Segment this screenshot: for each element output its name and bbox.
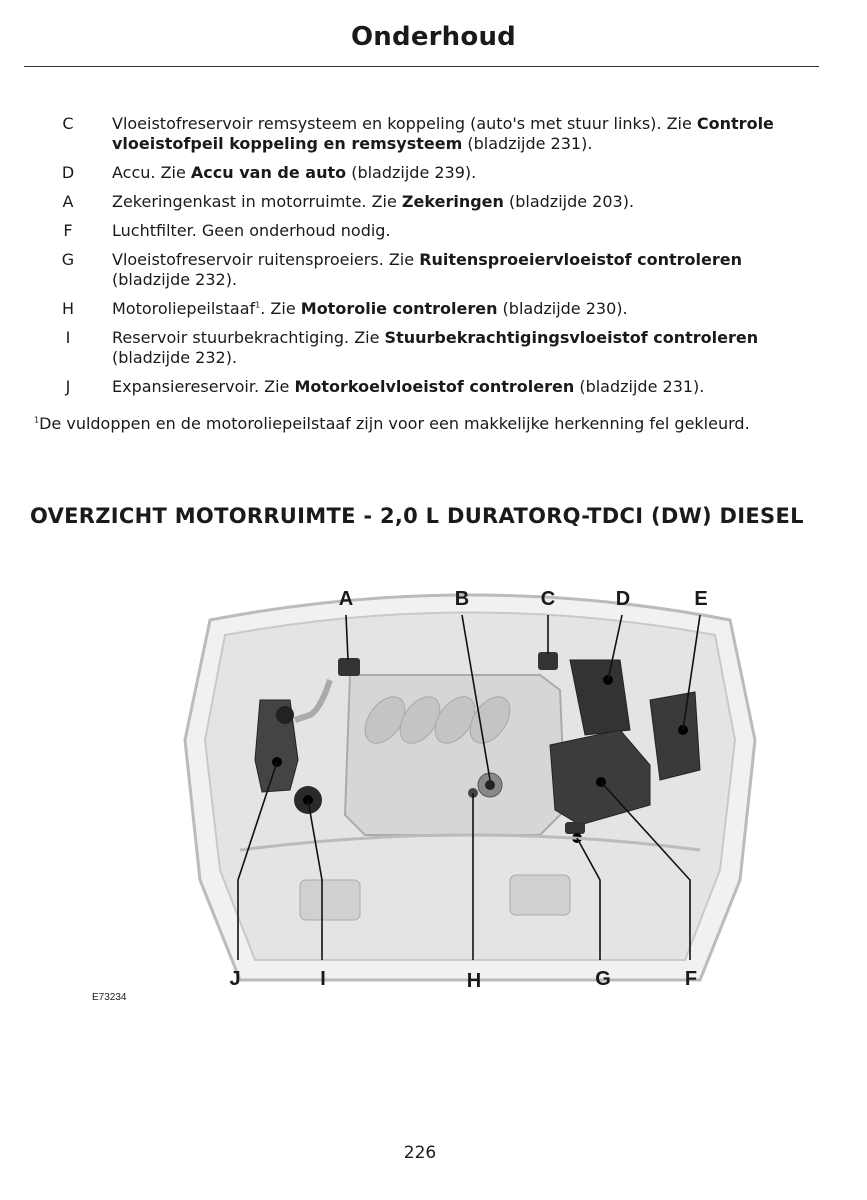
- legend-item: [0, 163, 867, 183]
- legend-list: [0, 114, 867, 406]
- footnote-mark: 1: [34, 415, 40, 425]
- footnote-ref: 1: [255, 300, 261, 310]
- legend-text-part: Expansiereservoir. Zie: [112, 377, 295, 396]
- legend-key: J: [65, 377, 71, 396]
- footnote: [34, 414, 834, 434]
- legend-text-part: (bladzijde 231).: [574, 377, 705, 396]
- callout-i: I: [320, 968, 326, 990]
- callout-a: A: [338, 588, 354, 610]
- legend-text-part: Luchtfilter. Geen onderhoud nodig.: [112, 221, 391, 240]
- page-title: Onderhoud: [351, 22, 516, 52]
- cross-reference-title: Accu van de auto: [190, 163, 347, 182]
- engine-bay-illustration: [180, 580, 760, 1000]
- callout-e: E: [694, 588, 708, 610]
- legend-text-part: Zekeringenkast in motorruimte. Zie: [112, 192, 402, 211]
- legend-text: [112, 299, 824, 319]
- callout-g: G: [595, 968, 611, 990]
- legend-key: F: [63, 221, 73, 240]
- legend-text: [112, 114, 824, 154]
- figure-code: E73234: [92, 992, 127, 1003]
- legend-item: [0, 221, 867, 241]
- legend-text-part: (bladzijde 239).: [346, 163, 477, 182]
- cross-reference-title: Zekeringen: [401, 192, 504, 211]
- footnote-text: De vuldoppen en de motoroliepeilstaaf zijn voor een makkelijke herkenning fel gekleurd.: [39, 414, 750, 433]
- legend-text-part: Accu. Zie: [112, 163, 191, 182]
- legend-item: [0, 299, 867, 319]
- cross-reference-title: Controle vloeistofpeil koppeling en remsysteem: [112, 114, 774, 153]
- legend-text-part: . Zie: [260, 299, 301, 318]
- legend-text-part: (bladzijde 231).: [462, 134, 593, 153]
- cross-reference-title: Ruitensproeiervloeistof controleren: [419, 250, 743, 269]
- legend-text-part: (bladzijde 230).: [497, 299, 628, 318]
- section-heading: OVERZICHT MOTORRUIMTE - 2,0 L DURATORQ-TDCI (DW) DIESEL: [30, 504, 804, 528]
- cross-reference-title: Motorkoelvloeistof controleren: [294, 377, 575, 396]
- legend-key: D: [61, 163, 75, 182]
- legend-text-part: (bladzijde 232).: [112, 348, 238, 367]
- legend-text: [112, 163, 824, 183]
- legend-text: [112, 377, 824, 397]
- legend-text-part: Reservoir stuurbekrachtiging. Zie: [112, 328, 385, 347]
- cross-reference-title: Motorolie controleren: [300, 299, 498, 318]
- legend-text: [112, 328, 824, 368]
- legend-item: [0, 192, 867, 212]
- legend-item: [0, 114, 867, 154]
- legend-item: [0, 377, 867, 397]
- legend-text-part: Vloeistofreservoir remsysteem en koppeling (auto's met stuur links). Zie: [112, 114, 697, 133]
- callout-h: H: [466, 970, 482, 992]
- legend-key: I: [65, 328, 71, 347]
- legend-text-part: Vloeistofreservoir ruitensproeiers. Zie: [112, 250, 420, 269]
- legend-key: H: [61, 299, 75, 318]
- callout-c: C: [540, 588, 556, 610]
- legend-text-part: Motoroliepeilstaaf: [112, 299, 256, 318]
- legend-text-part: (bladzijde 203).: [503, 192, 635, 211]
- legend-item: [0, 328, 867, 368]
- legend-text: [112, 192, 824, 212]
- legend-key: G: [61, 250, 75, 269]
- callout-b: B: [454, 588, 470, 610]
- callout-j: J: [229, 968, 241, 990]
- legend-key: A: [62, 192, 74, 211]
- legend-text: [112, 221, 824, 241]
- callout-d: D: [615, 588, 631, 610]
- callout-f: F: [684, 968, 698, 990]
- cross-reference-title: Stuurbekrachtigingsvloeistof controleren: [384, 328, 759, 347]
- page-number: 226: [403, 1143, 437, 1163]
- legend-key: C: [62, 114, 74, 133]
- engine-bay-figure: [180, 580, 760, 1000]
- legend-item: [0, 250, 867, 290]
- legend-text-part: (bladzijde 232).: [112, 270, 238, 289]
- header-divider: [24, 66, 819, 67]
- legend-text: [112, 250, 824, 290]
